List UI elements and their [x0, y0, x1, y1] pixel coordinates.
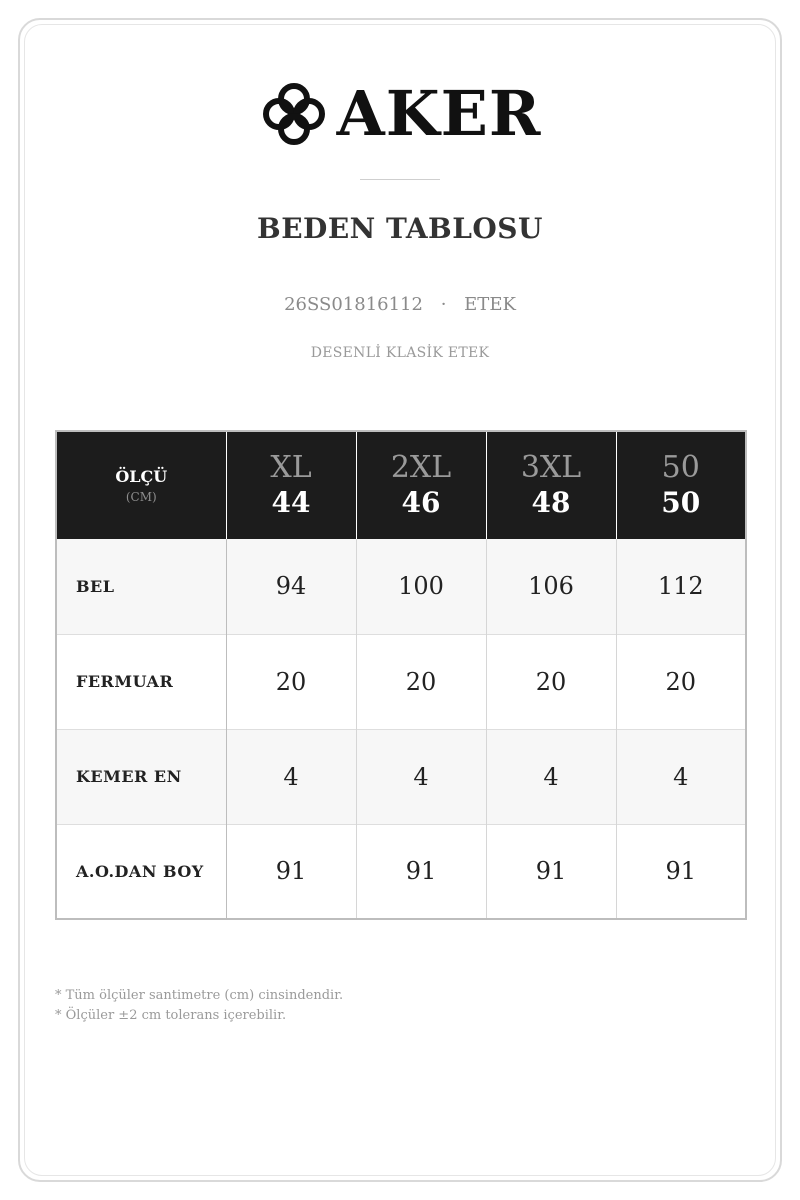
table-cell: 4	[616, 729, 746, 824]
table-cell: 91	[486, 824, 616, 919]
size-header-cell	[356, 431, 486, 539]
size-name: 2XL	[390, 450, 452, 486]
table-cell: 91	[226, 824, 356, 919]
table-cell: 4	[356, 729, 486, 824]
size-number: 48	[531, 486, 571, 520]
size-number: 50	[661, 486, 701, 520]
table-cell: 20	[486, 634, 616, 729]
table-row	[56, 824, 746, 919]
table-cell: 94	[226, 539, 356, 634]
table-cell: 20	[226, 634, 356, 729]
footnote: * Ölçüler ±2 cm tolerans içerebilir.	[55, 1008, 287, 1023]
table-row	[56, 539, 746, 634]
row-label: KEMER EN	[56, 729, 226, 824]
row-label: BEL	[56, 539, 226, 634]
table-cell: 4	[486, 729, 616, 824]
table-cell: 100	[356, 539, 486, 634]
interlaced-knot-icon	[259, 79, 329, 149]
table-cell: 112	[616, 539, 746, 634]
size-number: 44	[271, 486, 311, 520]
title-divider	[360, 179, 440, 180]
size-header-cell	[486, 431, 616, 539]
table-cell: 20	[616, 634, 746, 729]
table-header-row	[56, 431, 746, 539]
table-cell: 4	[226, 729, 356, 824]
size-number: 46	[401, 486, 441, 520]
size-header-cell	[226, 431, 356, 539]
table-row	[56, 634, 746, 729]
footnote: * Tüm ölçüler santimetre (cm) cinsindendir.	[55, 988, 344, 1003]
table-cell: 20	[356, 634, 486, 729]
table-cell: 106	[486, 539, 616, 634]
table-cell: 91	[616, 824, 746, 919]
size-name: 50	[661, 450, 700, 486]
footnotes	[55, 986, 745, 1026]
row-label: A.O.DAN BOY	[56, 824, 226, 919]
product-code-line	[0, 294, 800, 315]
product-category: ETEK	[464, 294, 516, 315]
table-cell: 91	[356, 824, 486, 919]
product-separator: ·	[440, 294, 447, 315]
table-row	[56, 729, 746, 824]
size-name: XL	[270, 450, 312, 486]
size-header-cell	[616, 431, 746, 539]
product-code: 26SS01816112	[284, 294, 423, 315]
product-description: DESENLİ KLASİK ETEK	[310, 345, 490, 361]
row-label: FERMUAR	[56, 634, 226, 729]
brand-name: AKER	[336, 77, 542, 150]
header-unit-label: (CM)	[125, 490, 157, 504]
brand-logo	[0, 78, 800, 150]
page-title: BEDEN TABLOSU	[257, 212, 543, 245]
header-measure-label: ÖLÇÜ	[115, 467, 168, 486]
header-measure-cell	[56, 431, 226, 539]
size-table	[55, 430, 747, 920]
size-name: 3XL	[520, 450, 582, 486]
